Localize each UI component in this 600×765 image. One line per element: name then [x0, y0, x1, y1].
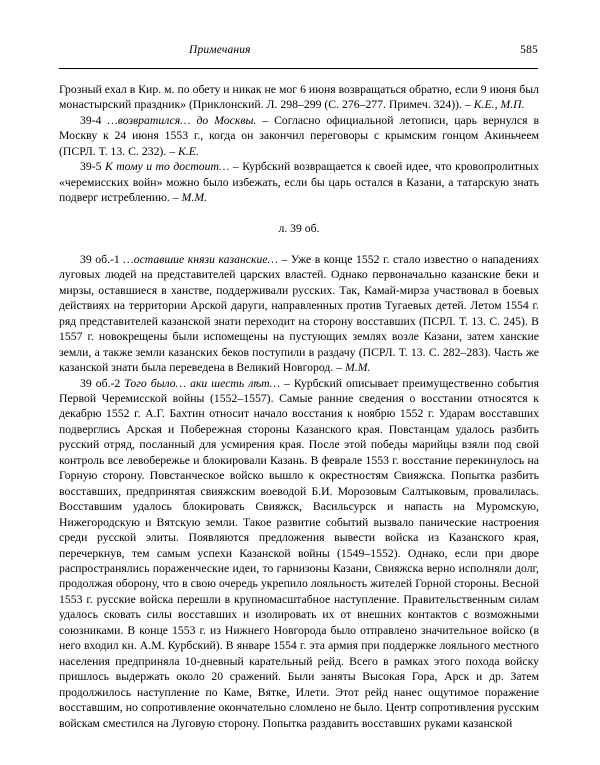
page-header — [59, 44, 538, 62]
page-body — [59, 82, 539, 731]
para-kir-monastery-run-0: Грозный ехал в Кир. м. по обету и никак не мог 6 июня возвращаться обратно, если 9 июня был монастырский праздник» (Приклонский. Л. 298–299 (С. 276–277. Примеч. 324)). – — [59, 83, 539, 112]
note-39-5-run-3: М.М. — [181, 191, 208, 205]
folio-marker: л. 39 об. — [278, 222, 320, 236]
note-39ob-2-run-1: Того было… аки шесть лѣт… — [124, 376, 281, 390]
note-39ob-1-run-3: М.М. — [345, 361, 371, 375]
note-39-4-run-3: К.Е. — [178, 144, 199, 158]
note-39ob-1-run-2: – Уже в конце 1552 г. стало известно о нападениях луговых людей на представителей царских властей. Однако первоначально казанские беки и мирзы, оставшиеся в ханстве, поддерживали русских. Так, Камай-мирза участвовал в боевых действиях на территории Арской даруги, направленных против Тугаевых детей. Летом 1554 г. ряд представителей казанской знати переходит на сторону восставших (ПСРЛ. Т. 13. С. 245). В 1557 г. новокрещены были испомещены на пустующих землях возле Казани, затем ханские земли, а также земли казанских беков поступили в раздачу (ПСРЛ. Т. 13. С. 282–283). Часть же казанской знати была переведена в Великий Новгород. – — [59, 252, 539, 375]
note-39ob-1-run-1: …оставшие князи казанские… — [123, 252, 278, 266]
notes-block-lower — [59, 252, 539, 731]
para-kir-monastery-run-1: К.Е., М.П. — [473, 98, 525, 112]
note-39-5-run-1: К тому и то достоит… — [104, 160, 230, 174]
folio-marker-spacer — [59, 206, 539, 221]
note-39-4-run-2: – Согласно официальной летописи, царь вернулся в Москву к 24 июня 1553 г., когда он закончил переговоры с крымским гонцом Акиньчеем (ПСРЛ. Т. 13. С. 232). – — [59, 113, 539, 158]
note-39ob-2 — [59, 376, 539, 731]
notes-block-upper — [59, 82, 539, 206]
folio-marker-spacer-bottom — [59, 237, 539, 252]
para-kir-monastery — [59, 82, 539, 113]
header-divider-rule — [59, 68, 538, 69]
page-number: 585 — [520, 44, 538, 56]
note-39-4 — [59, 113, 539, 159]
note-39ob-1-run-0: 39 об.-1 — [80, 252, 124, 266]
note-39-5-run-2: – Курбский возвращается к своей идее, что кровопролитных «черемисских войн» можно было избежать, если бы царь остался в Казани, а татарскую знать подверг истреблению. – — [59, 160, 539, 205]
note-39ob-1 — [59, 252, 539, 376]
note-39-5-run-0: 39-5 — [80, 160, 105, 174]
note-39-4-run-0: 39-4 — [80, 113, 108, 127]
note-39ob-2-run-0: 39 об.-2 — [80, 376, 125, 390]
running-title: Примечания — [189, 44, 251, 56]
note-39ob-2-run-2: – Курбский описывает преимущественно события Первой Черемисской войны (1552–1557). Самые ранние сведения о восстании относятся к декабрю 1552 г. А.Г. Бахтин относит начало восстания к ноябрю 1552 г. Ударам восставших подверглись Арская и Побережная стороны Казанского края. Повстанцам удалось разбить русский отряд, посланный для усмирения края. После этой победы марийцы взяли под свой контроль все левобережье и блокировали Казань. В феврале 1553 г. восстание перекинулось на Горную сторону. Повстанческое войско вышло к окрестностям Свияжска. Попытка разбить восставших, предпринятая свияжским воеводой Б.И. Морозовым Салтыковым, провалилась. Восставшим удалось блокировать Свияжск, Васильсурск и напасть на Муромскую, Нижегородскую и Вятскую земли. Такое развитие событий вызвало панические настроения среди русской элиты. Появляются предложения вывести войска из Казанского края, перечеркнув, тем самым успехи Казанской войны (1549–1552). Однако, если при дворе распространялись пораженческие идеи, то гарнизоны Казани, Свияжска верно исполняли долг, продолжая оборону, что в свою очередь укрепило лояльность жителей Горной стороны. Весной 1553 г. русские войска перешли в крупномасштабное наступление. Правительственным силам удалось сковать силы восставших и изолировать их от внешних контактов с возможными союзниками. В конце 1553 г. из Нижнего Новгорода было отправлено значительное войско (в него входил кн. А.М. Курбский). В январе 1554 г. эта армия при поддержке лояльного местного населения предприняла 10-дневный карательный рейд. Всего в рамках этого похода войску пришлось выдержать около 20 сражений. Были заняты Высокая Гора, Арск и др. Затем продолжилось наступление по Каме, Вятке, Илети. Этот рейд нанес ощутимое поражение восставшим, но сопротивление окончательно сломлено не было. Центр сопротивления русским войскам сместился на Луговую сторону. Попытка раздавить восставших руками казанской — [59, 376, 539, 730]
note-39-5 — [59, 159, 539, 205]
note-39-4-run-1: …возвратился… до Москвы. — [107, 113, 257, 127]
